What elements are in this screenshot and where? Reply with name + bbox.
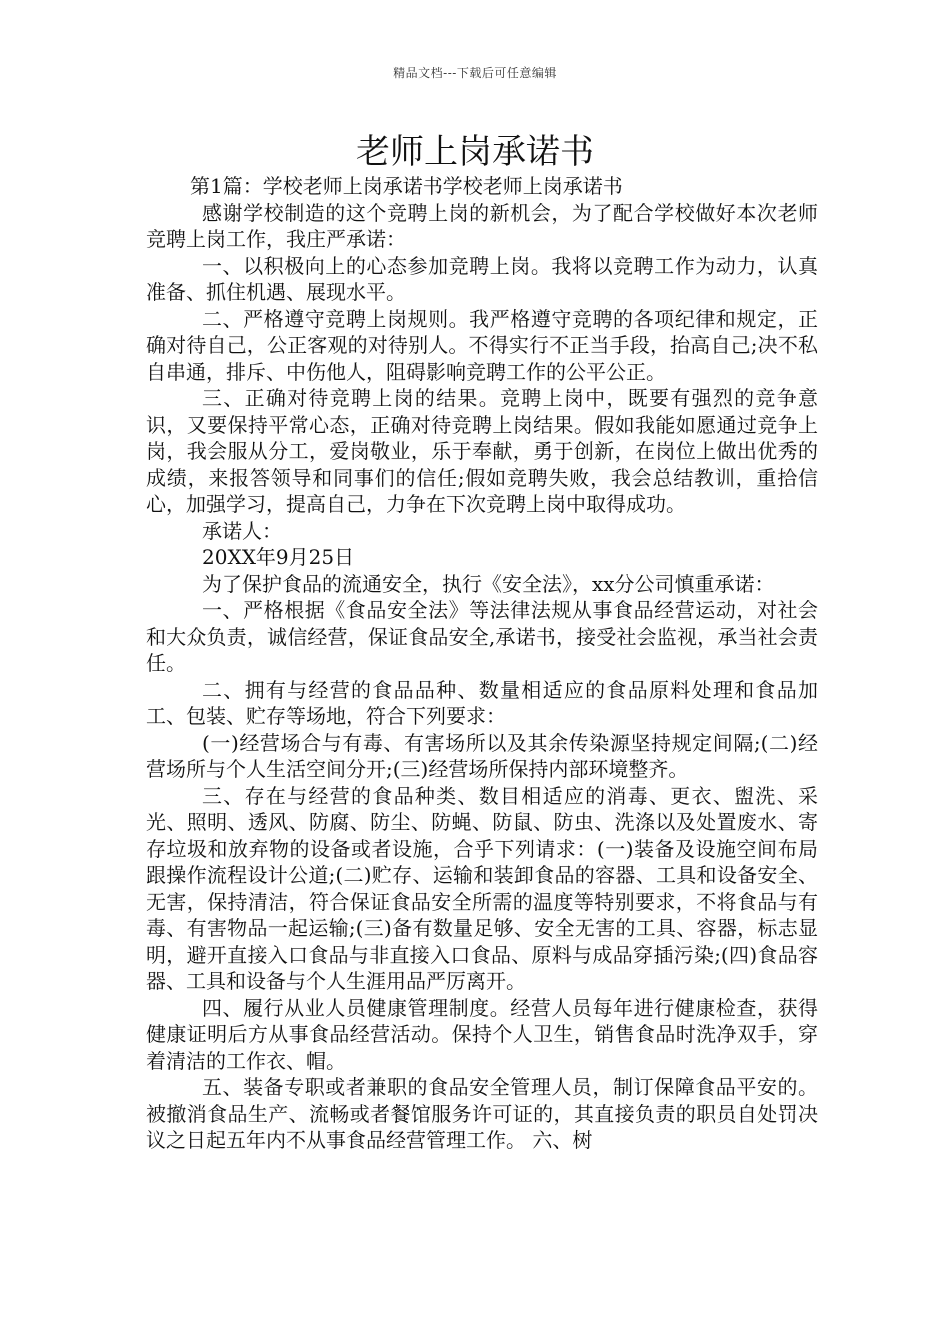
paragraph: 感谢学校制造的这个竞聘上岗的新机会，为了配合学校做好本次老师竞聘上岗工作，我庄严承诺：: [146, 200, 818, 251]
paragraph: 三、正确对待竞聘上岗的结果。竞聘上岗中，既要有强烈的竞争意识，又要保持平常心态，正确对待竞聘上岗结果。假如我能如愿通过竞争上岗，我会服从分工，爱岗敬业，乐于奉献，勇于创新，在岗位上做出优秀的成绩，来报答领导和同事们的信任;假如竞聘失败，我会总结教训，重拾信心，加强学习，提高自己，力争在下次竞聘上岗中取得成功。: [146, 386, 818, 516]
document-body: [146, 173, 818, 1154]
paragraph: 二、拥有与经营的食品品种、数量相适应的食品原料处理和食品加工、包装、贮存等场地，符合下列要求：: [146, 677, 818, 728]
signature-label: 承诺人：: [202, 518, 282, 543]
paragraph: 三、存在与经营的食品种类、数目相适应的消毒、更衣、盥洗、采光、照明、透风、防腐、防尘、防蝇、防鼠、防虫、洗涤以及处置废水、寄存垃圾和放弃物的设备或者设施，合乎下列请求：(一)装备及设施空间布局跟操作流程设计公道;(二)贮存、运输和装卸食品的容器、工具和设备安全、无害，保持清洁，符合保证食品安全所需的温度等特别要求，不将食品与有毒、有害物品一起运输;(三)备有数量足够、安全无害的工具、容器，标志显明，避开直接入口食品与非直接入口食品、原料与成品穿插污染;(四)食品容器、工具和设备与个人生涯用品严厉离开。: [146, 783, 818, 993]
paragraph: 一、严格根据《食品安全法》等法律法规从事食品经营运动，对社会和大众负责，诚信经营，保证食品安全,承诺书，接受社会监视，承当社会责任。: [146, 598, 818, 675]
paragraph: 五、装备专职或者兼职的食品安全管理人员，制订保障食品平安的。被撤消食品生产、流畅或者餐馆服务许可证的，其直接负责的职员自处罚决议之日起五年内不从事食品经营管理工作。 六、树: [146, 1075, 818, 1152]
paragraph: 四、履行从业人员健康管理制度。经营人员每年进行健康检查，获得健康证明后方从事食品经营活动。保持个人卫生，销售食品时洗净双手，穿着清洁的工作衣、帽。: [146, 995, 818, 1073]
paragraph: (一)经营场合与有毒、有害场所以及其余传染源坚持规定间隔;(二)经营场所与个人生活空间分开;(三)经营场所保持内部环境整齐。: [146, 730, 818, 781]
paragraph: 二、严格遵守竞聘上岗规则。我严格遵守竞聘的各项纪律和规定，正确对待自己，公正客观的对待别人。不得实行不正当手段，抬高自己;决不私自串通，排斥、中伤他人，阻碍影响竞聘工作的公平公正。: [146, 306, 818, 384]
paragraph: 一、以积极向上的心态参加竞聘上岗。我将以竞聘工作为动力，认真准备、抓住机遇、展现水平。: [146, 253, 818, 304]
section-heading: 第1篇：学校老师上岗承诺书学校老师上岗承诺书: [190, 174, 623, 198]
page-header-note: 精品文档---下载后可任意编辑: [393, 66, 557, 80]
signature-date: 20XX年9月25日: [202, 545, 355, 569]
paragraph: 为了保护食品的流通安全，执行《安全法》，xx分公司慎重承诺：: [202, 571, 775, 596]
document-title: 老师上岗承诺书: [356, 132, 594, 172]
